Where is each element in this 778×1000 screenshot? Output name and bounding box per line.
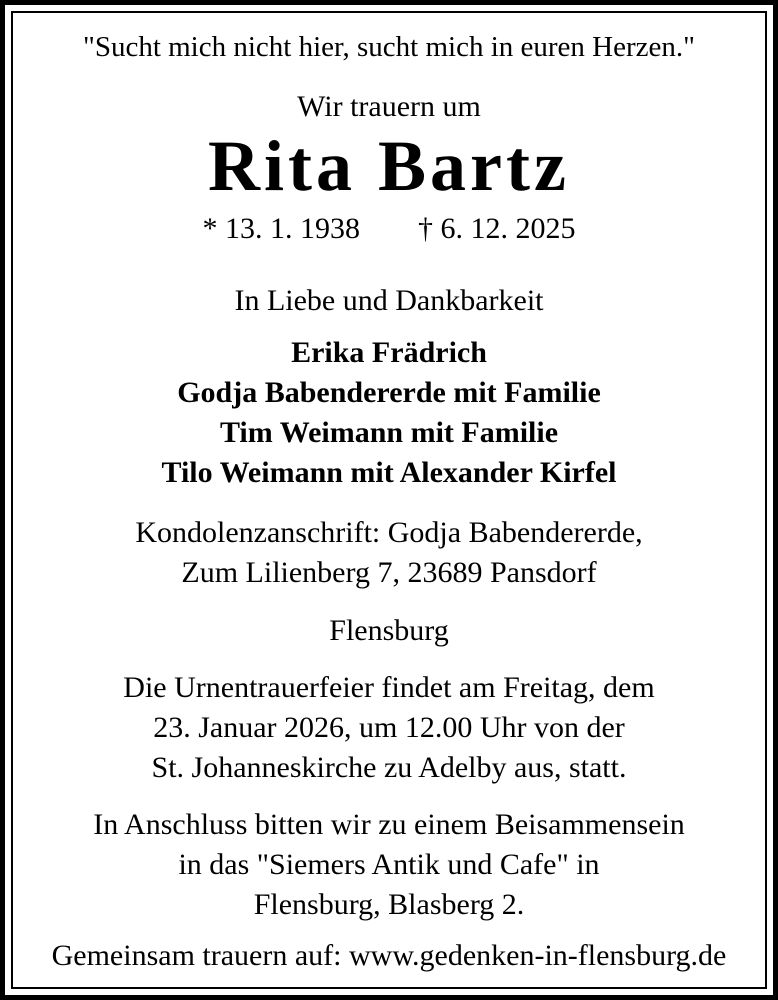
ceremony-info [13,668,765,788]
condolence-line: Zum Lilienberg 7, 23689 Pansdorf [181,556,597,589]
mourners-list [13,333,765,493]
mourning-intro: Wir trauern um [297,90,481,123]
ceremony-line: Die Urnentrauerfeier findet am Freitag, dem [123,671,655,704]
ceremony-line: St. Johanneskirche zu Adelby aus, statt. [151,751,627,784]
gathering-line: in das "Siemers Antik und Cafe" in [178,848,600,881]
condolence-address [13,513,765,593]
gathering-info [13,805,765,925]
ceremony-line: 23. Januar 2026, um 12.00 Uhr von der [153,711,625,744]
dedication-line: In Liebe und Dankbarkeit [234,284,544,317]
city-line: Flensburg [329,614,449,647]
death-date: † 6. 12. 2025 [418,212,576,245]
mourner-name: Tilo Weimann mit Alexander Kirfel [161,456,617,489]
condolence-line: Kondolenzanschrift: Godja Babendererde, [135,516,643,549]
quote-line: "Sucht mich nicht hier, sucht mich in euren Herzen." [82,31,695,63]
birth-date: * 13. 1. 1938 [202,212,360,245]
gathering-line: Flensburg, Blasberg 2. [253,888,525,921]
mourner-name: Godja Babendererde mit Familie [177,376,601,409]
gathering-line: In Anschluss bitten wir zu einem Beisammensein [93,808,685,841]
inner-border-frame [11,11,767,989]
mourner-name: Tim Weimann mit Familie [219,416,559,449]
memorial-website-line: Gemeinsam trauern auf: www.gedenken-in-flensburg.de [51,939,727,972]
mourner-name: Erika Frädrich [291,336,487,369]
deceased-name: Rita Bartz [208,126,570,206]
life-dates [13,209,765,249]
